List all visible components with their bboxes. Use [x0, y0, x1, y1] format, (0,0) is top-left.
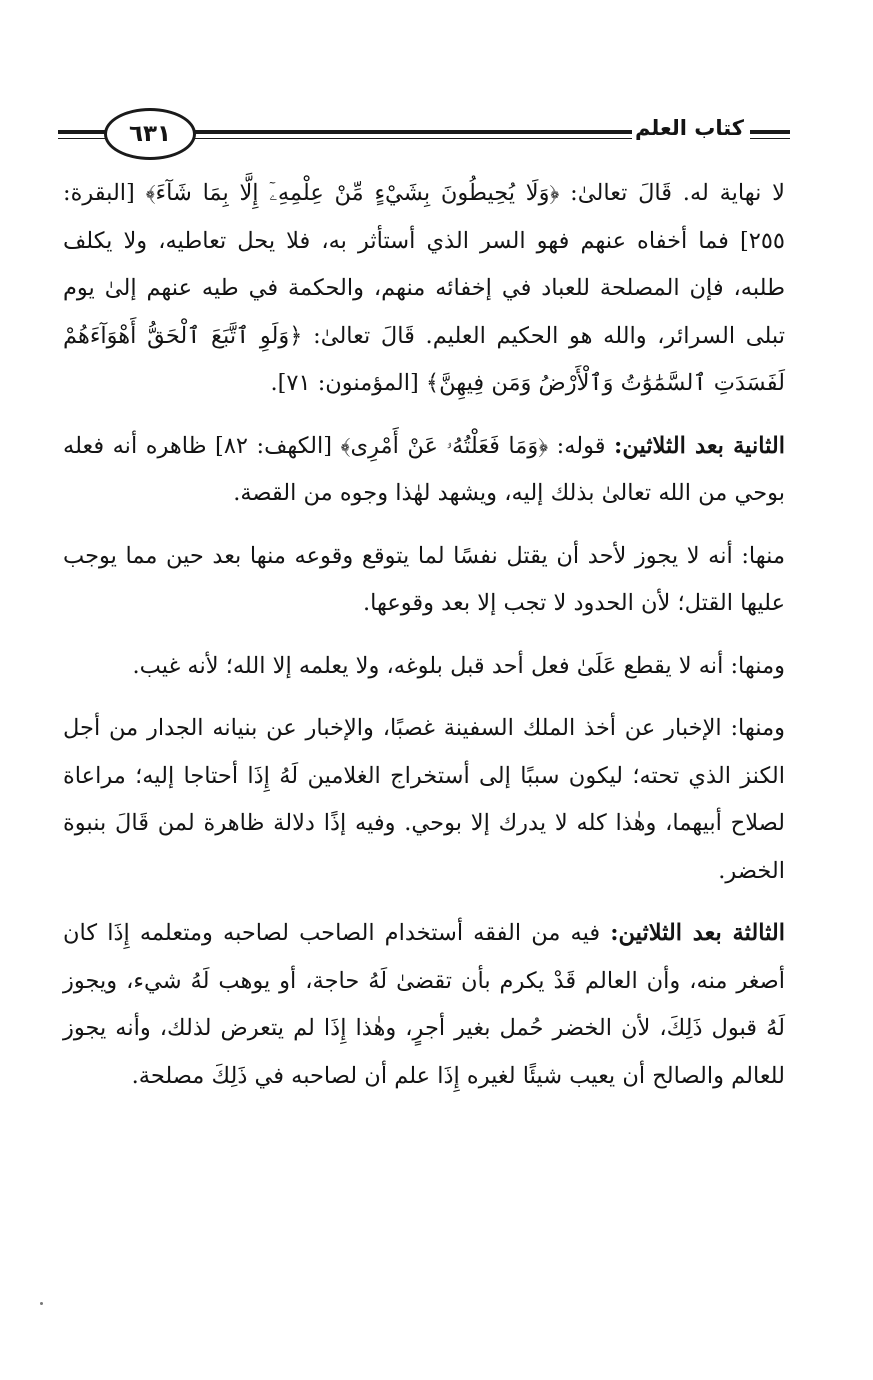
scan-speck — [40, 1302, 43, 1305]
page-number: ٦٣١ — [104, 108, 196, 160]
header-rule-middle-thick — [194, 130, 632, 134]
paragraph-3 — [63, 533, 785, 628]
paragraph-text: فيه من الفقه أستخدام الصاحب لصاحبه ومتعلمه إِذَا كان أصغر منه، وأن العالم قَدْ يكرم بأن تقضىٰ لَهُ حاجة، أو يوهب لَهُ شيء، ويجوز لَهُ قبول ذَلِكَ، لأن الخضر حُمل بغير أجرٍ، وهٰذا إِذَا لم يتعرض لذلك، وأنه يجوز للعالم والصالح أن يعيب شيئًا لغيره إِذَا علم أن لصاحبه في ذَلِكَ مصلحة. — [63, 920, 785, 1089]
paragraph-text: قوله: ﴿وَمَا فَعَلْتُهُۥ عَنْ أَمْرِى﴾ [الكهف: ٨٢] ظاهره أنه فعله بوحي من الله تعالىٰ بذلك إليه، ويشهد لهٰذا وجوه من القصة. — [63, 432, 785, 506]
paragraph-5 — [63, 705, 785, 895]
paragraph-lead: الثانية بعد الثلاثين: — [614, 432, 785, 459]
paragraph-text: منها: أنه لا يجوز لأحد أن يقتل نفسًا لما يتوقع وقوعه منها بعد حين مما يوجب عليها القتل؛ لأن الحدود لا تجب إلا بعد وقوعها. — [63, 542, 785, 616]
running-header — [58, 106, 790, 164]
paragraph-2 — [63, 423, 785, 518]
paragraph-1 — [63, 170, 785, 408]
header-rule-left-thin — [58, 138, 108, 139]
header-rule-middle-thin — [194, 138, 632, 139]
body-text — [63, 170, 785, 1115]
paragraph-text: ومنها: الإخبار عن أخذ الملك السفينة غصبًا، والإخبار عن بنيانه الجدار من أجل الكنز الذي تحته؛ ليكون سببًا إلى أستخراج الغلامين لَهُ إِذَا أحتاجا إليه؛ مراعاة لصلاح أبيهما، وهٰذا كله لا يدرك إلا بوحي. وفيه إذًا دلالة ظاهرة لمن قَالَ بنبوة الخضر. — [63, 715, 785, 884]
paragraph-text: لا نهاية له. قَالَ تعالىٰ: ﴿وَلَا يُحِيطُونَ بِشَيْءٍ مِّنْ عِلْمِهِۦٓ إِلَّا بِمَا شَآءَ﴾ [البقرة: ٢٥٥] فما أخفاه عنهم فهو السر الذي أستأثر به، فلا يحل تعاطيه، ولا يكلف طلبه، فإن المصلحة للعباد في إخفائه منهم، والحكمة في طيه عنهم إلىٰ يوم تبلى السرائر، والله هو الحكيم العليم. قَالَ تعالىٰ: ﴿وَلَوِ ٱتَّبَعَ ٱلْحَقُّ أَهْوَآءَهُمْ لَفَسَدَتِ ٱلسَّمَٰوَٰتُ وَٱلْأَرْضُ وَمَن فِيهِنَّ﴾ [المؤمنون: ٧١]. — [63, 180, 785, 396]
header-rule-left-thick — [58, 130, 108, 134]
paragraph-4 — [63, 643, 785, 691]
paragraph-lead: الثالثة بعد الثلاثين: — [610, 920, 785, 946]
paragraph-6 — [63, 910, 785, 1100]
book-section-title: كتاب العلم — [634, 116, 744, 140]
paragraph-text: ومنها: أنه لا يقطع عَلَىٰ فعل أحد قبل بلوغه، ولا يعلمه إلا الله؛ لأنه غيب. — [132, 652, 785, 679]
header-rule-right-thin — [750, 138, 790, 139]
header-rule-right-thick — [750, 130, 790, 134]
